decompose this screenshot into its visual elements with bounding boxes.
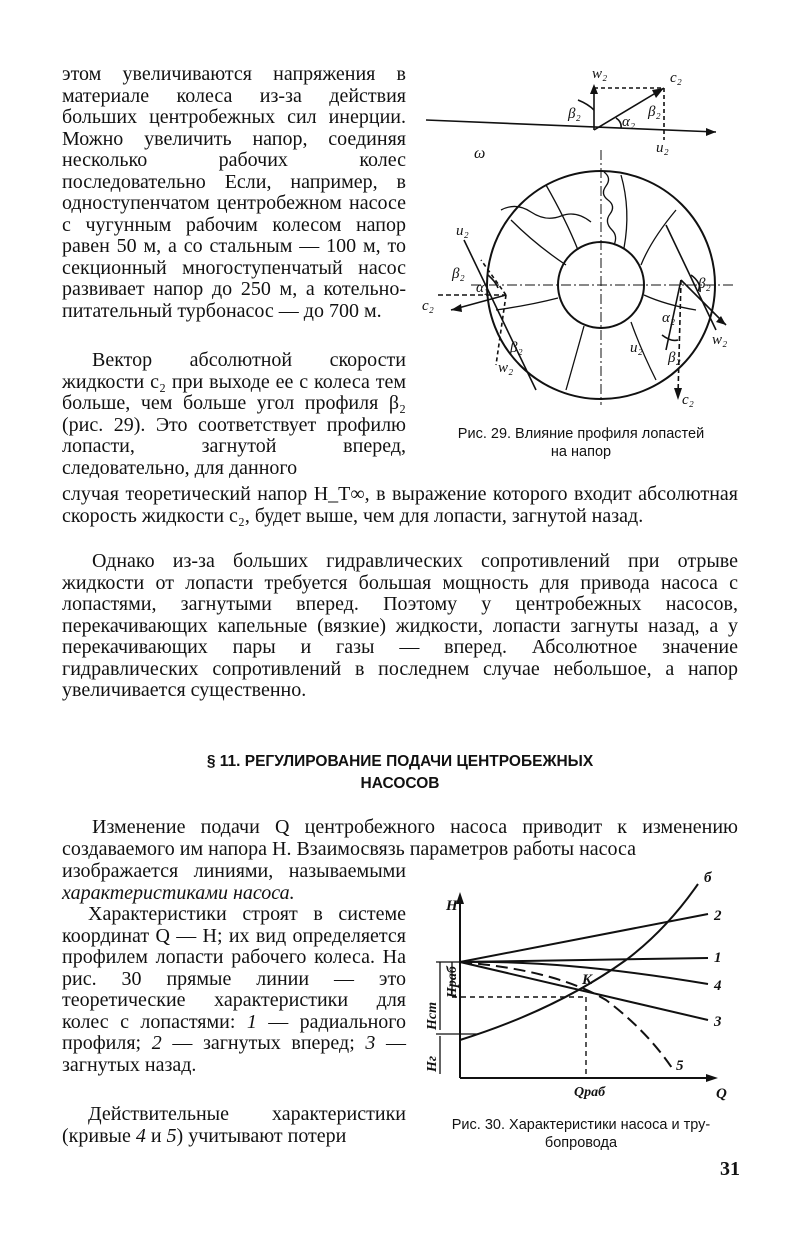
curve-label-6: б xyxy=(704,870,712,886)
paragraph-1: этом увеличиваются напряжения в материале колеса из-за действия больших центробежных сил инерции. Можно увеличить напор, соединяя несколько рабочих колес последовательно Если, например, в одноступенчатом центробежном насосе с чугунным рабочим колесом напор равен 50 м, а со стальным — 100 м, то секционный многоступенчатый насос развивает напор до 250 м, а котельно-питательный турбонасос — до 700 м. xyxy=(62,63,406,322)
label-beta2-right-2: β₂ xyxy=(668,350,681,366)
term-pump-characteristics: характеристиками насоса. xyxy=(62,881,295,904)
figure-30-caption-line1: Рис. 30. Характеристики насоса и тру- xyxy=(451,1117,711,1133)
paragraph-6-text-a: Действительные характеристики (кривые xyxy=(62,1103,406,1147)
label-beta2-left-2: β₂ xyxy=(510,340,523,356)
label-omega: ω xyxy=(474,145,486,162)
paragraph-4-continued-text: изображается линиями, называемыми xyxy=(62,860,406,882)
paragraph-6 xyxy=(62,1104,406,1147)
figure-30-characteristics-plot xyxy=(416,870,746,1102)
paragraph-2: Вектор абсолютной скорости жидкости c₂ при выходе ее с колеса тем больше, чем больше угол профиля β₂ (рис. 29). Это соответствует профилю лопасти, загнутой вперед, следовательно, для данного xyxy=(62,349,406,479)
curve-label-2: 2 xyxy=(714,908,722,924)
label-c2-right: c₂ xyxy=(682,392,694,408)
label-w2-left: w₂ xyxy=(498,360,514,376)
curve-label-3: 3 xyxy=(714,1014,722,1030)
label-k: K xyxy=(582,972,593,988)
figure-30-caption xyxy=(416,1116,746,1152)
label-u2-top: u₂ xyxy=(656,140,669,156)
paragraph-5-text-c: — загнутых вперед; xyxy=(161,1032,366,1054)
paragraph-6-num-4: 4 xyxy=(135,1124,146,1147)
label-hrab: Hраб xyxy=(445,966,460,998)
paragraph-5-text-b: — радиального профиля; xyxy=(62,1010,406,1054)
section-heading xyxy=(62,751,738,795)
label-hst: Hст xyxy=(425,1002,440,1030)
label-beta2-left-1: β₂ xyxy=(452,266,465,282)
figure-29-caption xyxy=(416,425,746,461)
label-alpha2-left: α₂ xyxy=(476,280,490,296)
curve-label-4: 4 xyxy=(714,978,722,994)
paragraph-5-text-a: Характеристики строят в системе координат Q — H; их вид определяется профилем лопасти рабочего колеса. На рис. 30 прямые линии — это теоретические характеристики для колес с лопастями: xyxy=(62,903,406,1033)
axis-q-label: Q xyxy=(716,1086,727,1102)
curve-label-5: 5 xyxy=(676,1058,684,1074)
page-number: 31 xyxy=(720,1158,740,1180)
label-c2-left: c₂ xyxy=(422,298,434,314)
paragraph-5-num-3: 3 xyxy=(365,1032,376,1054)
label-alpha2-right: α₂ xyxy=(662,310,676,326)
label-hg: Hг xyxy=(425,1055,440,1072)
figure-30-caption-line2: бопровода xyxy=(544,1135,618,1151)
label-w2-right: w₂ xyxy=(712,332,728,348)
paragraph-5-num-2: 2 xyxy=(151,1032,162,1054)
figure-29-caption-line1: Рис. 29. Влияние профиля лопастей xyxy=(457,426,705,442)
curve-label-1: 1 xyxy=(714,950,722,966)
label-beta2-top-1: β₂ xyxy=(568,106,581,122)
label-c2-top: c₂ xyxy=(670,70,682,86)
section-heading-line2: НАСОСОВ xyxy=(360,775,440,792)
curve-3-backward xyxy=(460,962,708,1020)
axis-h-label: H xyxy=(446,898,458,914)
paragraph-5-text-d: — загнутых назад. xyxy=(62,1032,406,1076)
label-beta2-top-2: β₂ xyxy=(648,104,661,120)
paragraph-4: Изменение подачи Q центробежного насоса приводит к изменению создаваемого им напора H. Взаимосвязь параметров работы насоса xyxy=(62,816,738,860)
curve-2-forward xyxy=(460,914,708,962)
section-heading-line1: § 11. РЕГУЛИРОВАНИЕ ПОДАЧИ ЦЕНТРОБЕЖНЫХ xyxy=(206,753,594,770)
paragraph-6-num-5: 5 xyxy=(166,1124,177,1147)
paragraph-3: Однако из-за больших гидравлических сопротивлений при отрыве жидкости от лопасти требуется большая мощность для привода насоса с лопастями, загнутыми вперед. Поэтому у центробежных насосов, перекачивающих капельные (вязкие) жидкости, лопасти загнуты назад, а у перекачивающих пары и газы — вперед. Абсолютное значение гидравлических сопротивлений в последнем случае небольшое, а напор увеличивается существенно. xyxy=(62,550,738,701)
label-w2-top: w₂ xyxy=(592,66,608,82)
paragraph-5 xyxy=(62,904,406,1076)
label-qrab: Qраб xyxy=(574,1085,606,1100)
paragraph-6-text-b: и xyxy=(145,1124,167,1147)
label-u2-right: u₂ xyxy=(630,340,643,356)
curve-5-actual-dashed xyxy=(460,962,672,1068)
paragraph-5-num-1: 1 xyxy=(246,1010,257,1033)
paragraph-2-continued: случая теоретический напор H_T∞, в выражение которого входит абсолютная скорость жидкости c₂, будет выше, чем для лопасти, загнутой назад. xyxy=(62,483,738,527)
label-alpha2-top: α₂ xyxy=(622,114,636,130)
paragraph-6-text-c: ) учитывают потери xyxy=(176,1124,347,1147)
figure-29-caption-line2: на напор xyxy=(550,444,612,460)
label-u2-left: u₂ xyxy=(456,223,469,239)
label-beta2-right-1: β₂ xyxy=(698,276,711,292)
paragraph-4-continued xyxy=(62,861,406,904)
figure-29-impeller-diagram xyxy=(416,60,746,415)
